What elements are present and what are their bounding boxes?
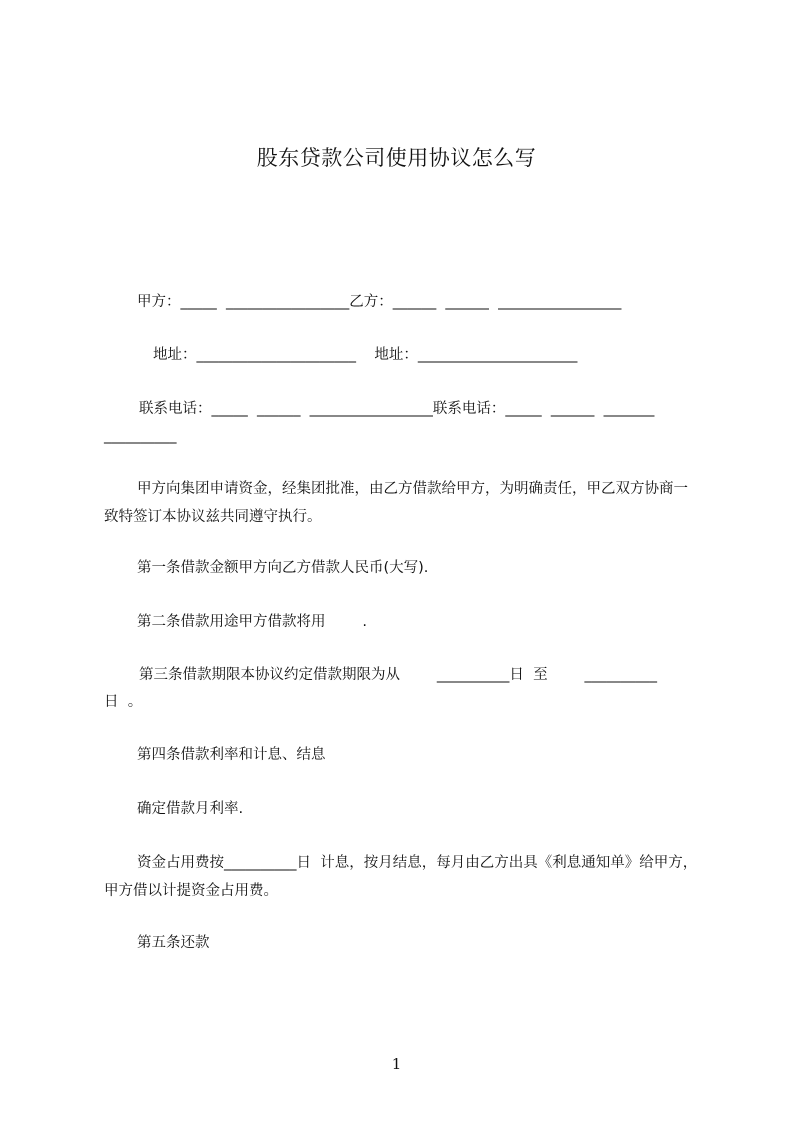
article-4: 第四条借款利率和计息、结息 <box>137 747 326 763</box>
article-3-line-1: 第三条借款期限本协议约定借款期限为从 __________日 至 __________ <box>139 667 657 683</box>
document-title: 股东贷款公司使用协议怎么写 <box>256 146 537 170</box>
party-line: 甲方：_____ _________________乙方：______ ______ _________________ <box>137 294 622 310</box>
article-5: 第五条还款 <box>137 935 210 951</box>
page-number: 1 <box>391 1055 402 1073</box>
article-1: 第一条借款金额甲方向乙方借款人民币(大写). <box>137 560 429 576</box>
phone-line-continuation: __________ <box>104 428 177 444</box>
intro-paragraph: 甲方向集团申请资金，经集团批准，由乙方借款给甲方，为明确责任，甲乙双方协商一致特签订本协议兹共同遵守执行。 <box>104 481 688 525</box>
fee-paragraph: 资金占用费按__________日 计息，按月结息，每月由乙方出具《利息通知单》给甲方，甲方借以计提资金占用费。 <box>104 855 698 899</box>
article-3-line-2: 日 。 <box>104 694 143 710</box>
phone-line: 联系电话：_____ ______ _________________联系电话：_____ ______ _______ <box>139 401 655 417</box>
address-line: 地址：______________________ 地址：______________________ <box>153 347 578 363</box>
article-2: 第二条借款用途甲方借款将用 . <box>137 614 367 630</box>
rate-line: 确定借款月利率. <box>137 801 244 817</box>
